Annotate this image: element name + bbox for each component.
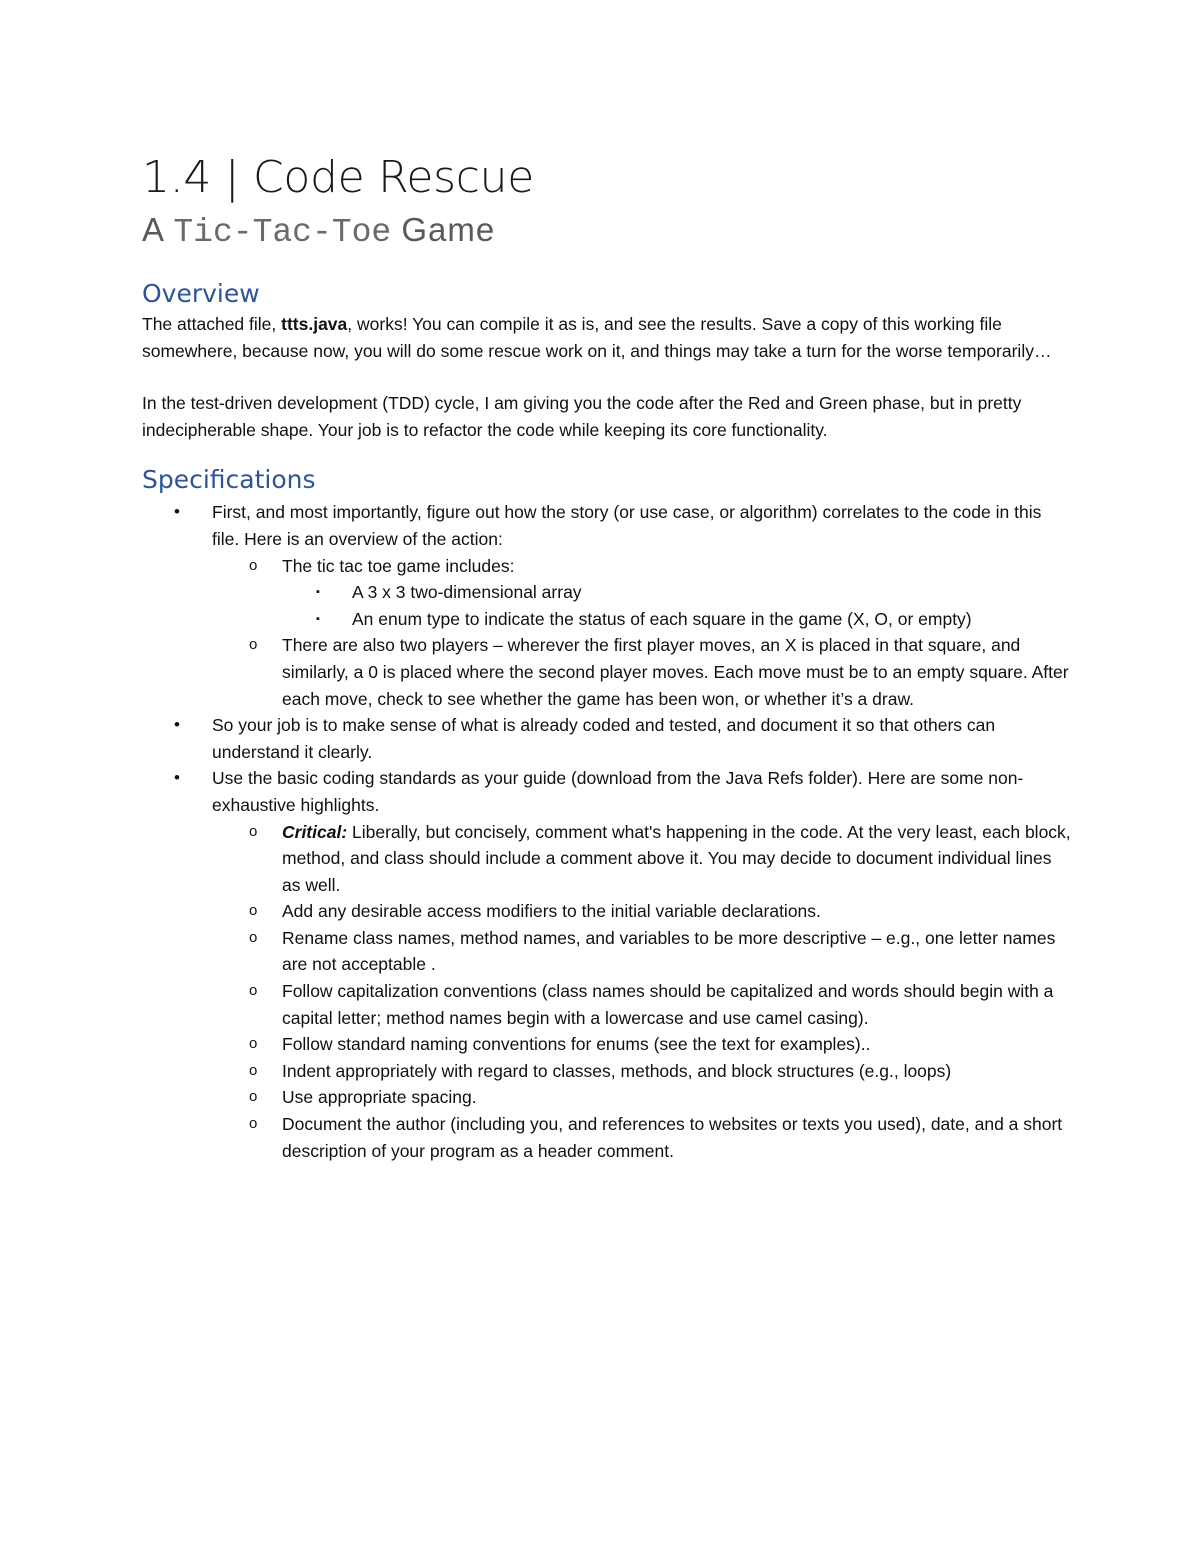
bullet-square-icon: ▪ bbox=[316, 612, 320, 625]
bullet-circle-icon: o bbox=[249, 556, 258, 574]
bullet-circle-icon: o bbox=[249, 822, 258, 840]
bullet-circle-icon: o bbox=[249, 1061, 258, 1079]
list-item bbox=[212, 632, 1072, 712]
list-item bbox=[212, 978, 1072, 1031]
specifications-list bbox=[142, 499, 1072, 1164]
list-item-text: Document the author (including you, and references to websites or texts you used), date, and a short description of your program as a header comment. bbox=[282, 1114, 1063, 1161]
list-item-text: Indent appropriately with regard to classes, methods, and block structures (e.g., loops) bbox=[282, 1060, 952, 1081]
list-item-text: First, and most importantly, figure out how the story (or use case, or algorithm) correlates to the code in this file. Here is an overview of the action: bbox=[212, 502, 1042, 549]
bullet-circle-icon: o bbox=[249, 636, 258, 654]
subtitle-suffix: Game bbox=[391, 211, 496, 248]
list-item-text: So your job is to make sense of what is already coded and tested, and document it so that others can understand it clearly. bbox=[212, 715, 996, 762]
list-item bbox=[142, 712, 1072, 765]
document-page bbox=[142, 150, 1072, 1164]
bullet-circle-icon: o bbox=[249, 982, 258, 1000]
list-item-text: A 3 x 3 two-dimensional array bbox=[352, 582, 582, 603]
list-item-text: The tic tac toe game includes: bbox=[282, 555, 515, 576]
list-item bbox=[212, 1111, 1072, 1164]
bullet-circle-icon: o bbox=[249, 1035, 258, 1053]
list-item bbox=[212, 1058, 1072, 1085]
subtitle-mono: Tic-Tac-Toe bbox=[173, 214, 392, 251]
list-item bbox=[212, 925, 1072, 978]
list-item-text: Rename class names, method names, and variables to be more descriptive – e.g., one letter names are not acceptable . bbox=[282, 927, 1056, 975]
page-title: 1.4 | Code Rescue bbox=[142, 152, 535, 203]
sub-sub-list bbox=[282, 579, 1072, 632]
list-item bbox=[212, 819, 1072, 899]
bullet-square-icon: ▪ bbox=[316, 586, 320, 599]
critical-label: Critical: bbox=[282, 821, 348, 842]
bullet-dot-icon: • bbox=[174, 502, 180, 522]
list-item bbox=[282, 579, 1072, 606]
list-item-text: Follow capitalization conventions (class names should be capitalized and words should begin with a capital letter; method names begin with a lowercase and use camel casing). bbox=[282, 981, 1054, 1028]
overview-paragraph-1 bbox=[142, 311, 1072, 364]
list-item bbox=[142, 499, 1072, 712]
bullet-dot-icon: • bbox=[174, 768, 180, 788]
bullet-circle-icon: o bbox=[249, 1115, 258, 1133]
list-item-text: Use the basic coding standards as your guide (download from the Java Refs folder). Here are some non-exhaustive highlights. bbox=[212, 768, 1024, 815]
list-item bbox=[282, 606, 1072, 633]
specifications-heading: Specifications bbox=[142, 465, 316, 495]
bullet-circle-icon: o bbox=[249, 928, 258, 946]
list-item bbox=[142, 765, 1072, 1164]
overview-p1-after: , works! You can compile it as is, and see the results. Save a copy of this working file somewhere, because now, you will do some rescue work on it, and things may take a turn for the worse temporarily… bbox=[142, 314, 1052, 361]
list-item bbox=[212, 1031, 1072, 1058]
bullet-dot-icon: • bbox=[174, 715, 180, 735]
list-item-text: Follow standard naming conventions for enums (see the text for examples).. bbox=[282, 1034, 871, 1055]
list-item-text: Add any desirable access modifiers to the initial variable declarations. bbox=[282, 901, 821, 922]
filename-bold: ttts.java bbox=[281, 314, 348, 334]
sub-list bbox=[212, 819, 1072, 1165]
bullet-circle-icon: o bbox=[249, 902, 258, 920]
page-subtitle bbox=[142, 208, 1072, 255]
list-item-text: There are also two players – wherever the first player moves, an X is placed in that square, and similarly, a 0 is placed where the second player moves. Each move must be to an empty square. After each move, check to see whether the game has been won, or whether it’s a draw. bbox=[282, 635, 1069, 709]
list-item bbox=[212, 1084, 1072, 1111]
overview-p1-before: The attached file, bbox=[142, 314, 282, 334]
overview-heading: Overview bbox=[142, 279, 260, 308]
list-item-text: Use appropriate spacing. bbox=[282, 1087, 477, 1108]
overview-paragraph-2: In the test-driven development (TDD) cycle, I am giving you the code after the Red and Green phase, but in pretty indecipherable shape. Your job is to refactor the code while keeping its core functionality. bbox=[142, 393, 1022, 440]
bullet-circle-icon: o bbox=[249, 1088, 258, 1106]
sub-list bbox=[212, 553, 1072, 713]
list-item bbox=[212, 553, 1072, 633]
list-item-text: An enum type to indicate the status of each square in the game (X, O, or empty) bbox=[352, 608, 972, 629]
list-item bbox=[212, 898, 1072, 925]
list-item-text: Liberally, but concisely, comment what's happening in the code. At the very least, each block, method, and class should include a comment above it. You may decide to document individual lines as well. bbox=[282, 821, 1071, 895]
subtitle-prefix: A bbox=[142, 211, 174, 248]
